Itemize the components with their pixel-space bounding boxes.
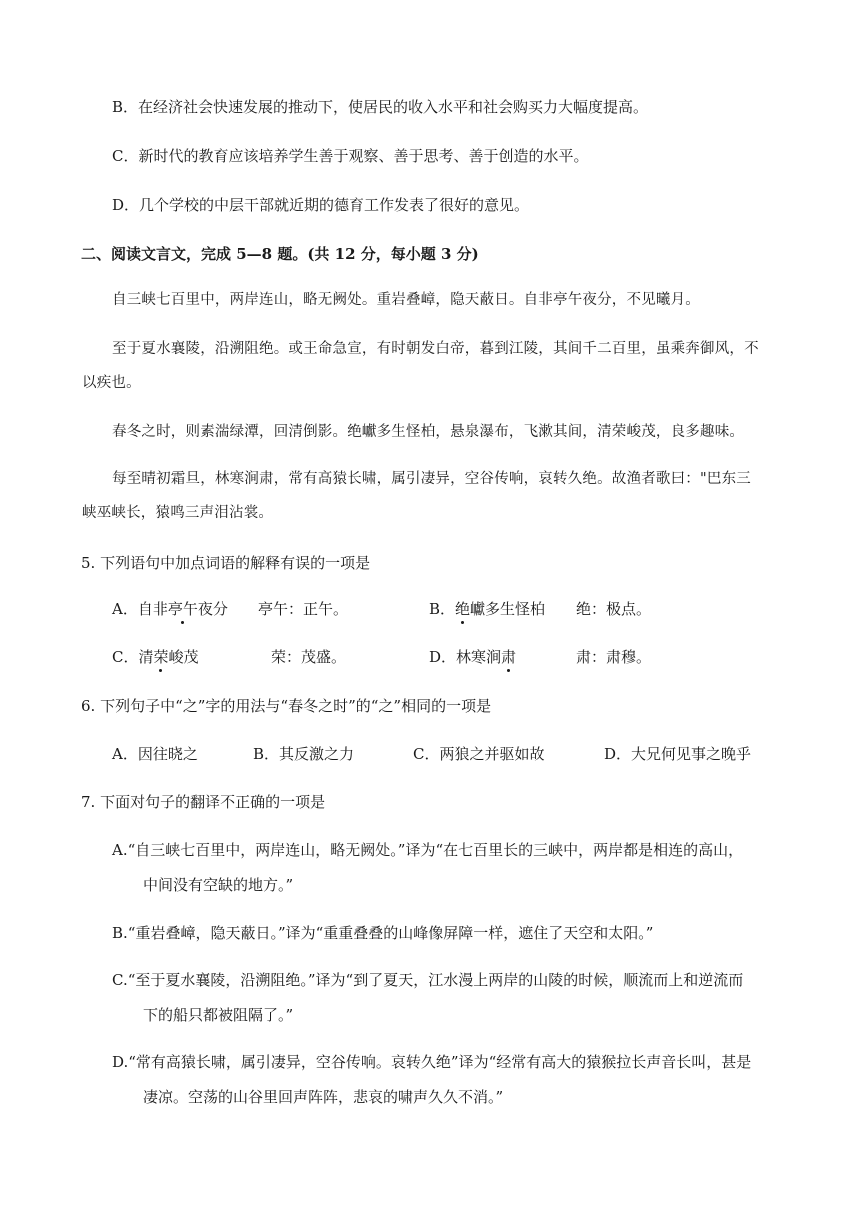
- q7-option-d-cont: 凄凉。空荡的山谷里回声阵阵，悲哀的啸声久久不消。”: [143, 1088, 504, 1106]
- q5-d-gloss: 肃：肃穆。: [576, 648, 652, 666]
- q7-option-d: D.“常有高猿长啸，属引凄异，空谷传响。哀转久绝”译为“经常有高大的猿猴拉长声音长叫，甚是: [112, 1053, 752, 1071]
- q5-a-dotted-word: 亭午: [167, 600, 198, 618]
- q5-option-d: [429, 647, 516, 667]
- q5-c-pre: C．清: [112, 648, 154, 666]
- q5-option-b: [429, 599, 545, 619]
- q5-d-dotted-word: 肃: [501, 648, 517, 666]
- q7-option-c: C.“至于夏水襄陵，沿溯阻绝。”译为“到了夏天，江水漫上两岸的山陵的时候，顺流而上和逆流而: [112, 971, 744, 989]
- section-heading: 二、阅读文言文，完成 5—8 题。(共 12 分，每小题 3 分): [81, 245, 479, 263]
- q5-b-gloss: 绝：极点。: [576, 600, 652, 618]
- passage-paragraph-4: 每至晴初霜旦，林寒涧肃，常有高猿长啸，属引凄异，空谷传响，哀转久绝。故渔者歌曰："巴东三: [112, 471, 751, 487]
- q5-c-post: 峻茂: [168, 648, 199, 666]
- q6-option-c: C．两狼之并驱如故: [413, 745, 545, 763]
- q7-option-c-cont: 下的船只都被阻隔了。”: [143, 1006, 294, 1024]
- q7-option-a: A.“自三峡七百里中，两岸连山，略无阙处。”译为“在七百里长的三峡中，两岸都是相连的高山，: [112, 841, 744, 859]
- q4-option-c: C．新时代的教育应该培养学生善于观察、善于思考、善于创造的水平。: [112, 147, 589, 165]
- passage-paragraph-4-cont: 峡巫峡长，猿鸣三声泪沾裳。: [82, 505, 274, 521]
- q5-a-post: 夜分: [197, 600, 228, 618]
- q5-stem: 5. 下列语句中加点词语的解释有误的一项是: [81, 554, 371, 572]
- q5-a-pre: A．自非: [112, 600, 168, 618]
- q5-b-dotted-word: 绝: [455, 600, 471, 618]
- passage-paragraph-1: 自三峡七百里中，两岸连山，略无阙处。重岩叠嶂，隐天蔽日。自非亭午夜分，不见曦月。: [112, 292, 700, 308]
- q5-c-gloss: 荣：茂盛。: [271, 648, 347, 666]
- q6-option-a: A．因往晓之: [112, 745, 198, 763]
- q7-option-b: B.“重岩叠嶂，隐天蔽日。”译为“重重叠叠的山峰像屏障一样，遮住了天空和太阳。”: [112, 924, 654, 942]
- q5-b-post: 巘多生怪柏: [470, 600, 546, 618]
- q5-c-dotted-word: 荣: [153, 648, 169, 666]
- q7-option-a-cont: 中间没有空缺的地方。”: [143, 876, 294, 894]
- q5-b-pre: B．: [429, 600, 456, 618]
- passage-paragraph-2: 至于夏水襄陵，沿溯阻绝。或王命急宣，有时朝发白帝，暮到江陵，其间千二百里，虽乘奔御风，不: [112, 341, 759, 357]
- q6-option-b: B．其反激之力: [253, 745, 355, 763]
- q7-stem: 7. 下面对句子的翻译不正确的一项是: [81, 793, 326, 811]
- q5-option-a: [112, 599, 228, 619]
- q5-option-c: [112, 647, 199, 667]
- q4-option-b: B．在经济社会快速发展的推动下，使居民的收入水平和社会购买力大幅度提高。: [112, 98, 649, 116]
- q6-stem: 6. 下列句子中“之”字的用法与“春冬之时”的“之”相同的一项是: [81, 697, 492, 715]
- passage-paragraph-2-cont: 以疾也。: [82, 375, 141, 391]
- q4-option-d: D．几个学校的中层干部就近期的德育工作发表了很好的意见。: [112, 196, 530, 214]
- q6-option-d: D．大兄何见事之晚乎: [604, 745, 752, 763]
- q5-d-pre: D．林寒涧: [429, 648, 502, 666]
- passage-paragraph-3: 春冬之时，则素湍绿潭，回清倒影。绝巘多生怪柏，悬泉瀑布，飞漱其间，清荣峻茂，良多趣味。: [112, 424, 745, 440]
- q5-a-gloss: 亭午：正午。: [258, 600, 349, 618]
